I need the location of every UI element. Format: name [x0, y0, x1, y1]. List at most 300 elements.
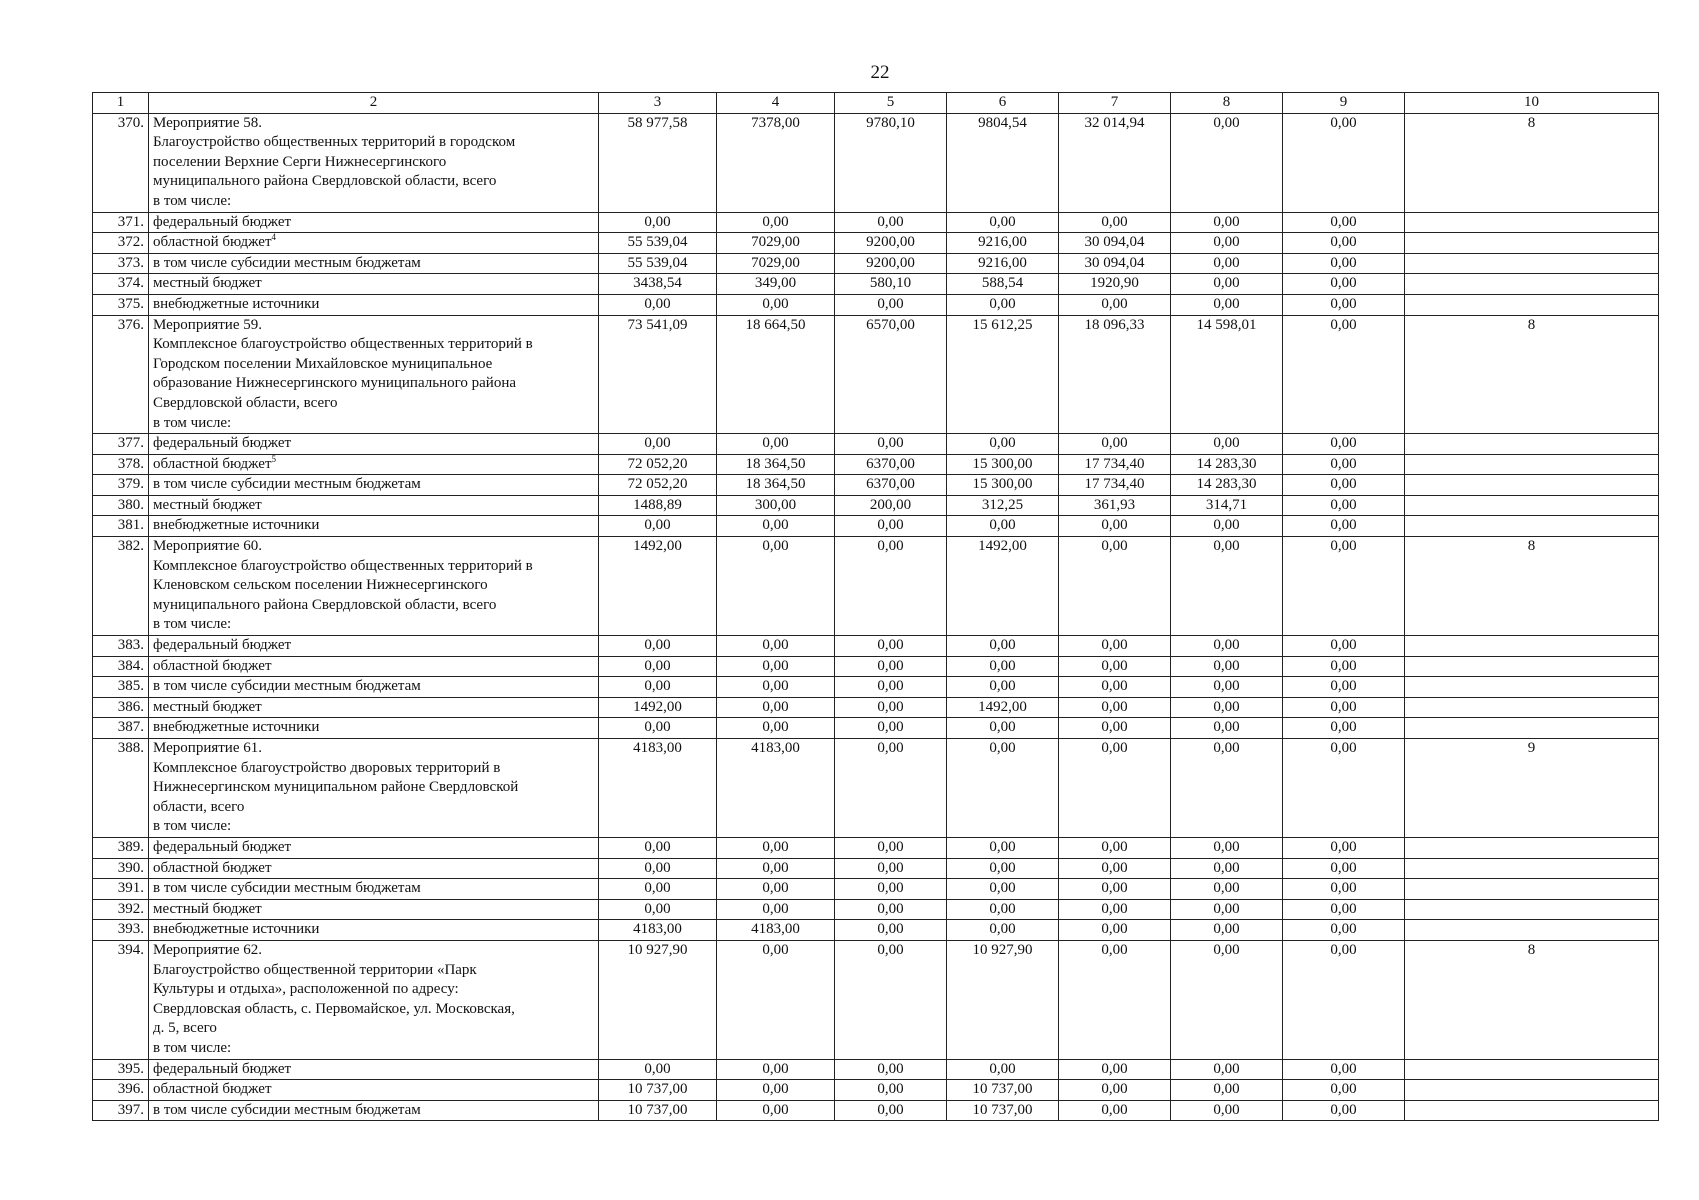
- indicator-ref-cell: 8: [1405, 940, 1659, 1059]
- value-cell: 0,00: [717, 434, 835, 455]
- value-cell: 0,00: [1059, 697, 1171, 718]
- row-description: [149, 718, 599, 739]
- value-cell: 0,00: [1171, 920, 1283, 941]
- value-cell: 580,10: [835, 274, 947, 295]
- description-line: [153, 900, 594, 920]
- indicator-ref-cell: [1405, 274, 1659, 295]
- value-cell: 0,00: [835, 718, 947, 739]
- value-cell: 0,00: [1283, 677, 1405, 698]
- value-cell: 0,00: [1059, 294, 1171, 315]
- row-description: [149, 1100, 599, 1121]
- row-description: [149, 537, 599, 636]
- header-cell: 6: [947, 93, 1059, 114]
- description-line: [153, 1101, 594, 1121]
- description-text: внебюджетные источники: [153, 921, 320, 938]
- indicator-ref-cell: [1405, 879, 1659, 900]
- description-line: [153, 153, 594, 173]
- value-cell: 0,00: [1171, 294, 1283, 315]
- description-line: [153, 879, 594, 899]
- description-line: [153, 961, 594, 981]
- value-cell: 361,93: [1059, 495, 1171, 516]
- value-cell: 0,00: [1283, 537, 1405, 636]
- description-text: области, всего: [153, 798, 245, 815]
- description-text: местный бюджет: [153, 900, 262, 917]
- description-line: [153, 516, 594, 536]
- value-cell: 72 052,20: [599, 454, 717, 475]
- description-line: [153, 475, 594, 495]
- value-cell: 0,00: [1171, 739, 1283, 838]
- indicator-ref-cell: [1405, 636, 1659, 657]
- indicator-ref-cell: [1405, 1059, 1659, 1080]
- value-cell: 0,00: [1283, 858, 1405, 879]
- value-cell: 0,00: [1059, 636, 1171, 657]
- page-number: 22: [870, 62, 890, 83]
- description-line: [153, 1019, 594, 1039]
- value-cell: 0,00: [835, 434, 947, 455]
- row-description: [149, 739, 599, 838]
- row-number: 383.: [93, 636, 149, 657]
- description-line: [153, 1000, 594, 1020]
- row-number: 387.: [93, 718, 149, 739]
- value-cell: 0,00: [947, 879, 1059, 900]
- value-cell: 0,00: [1171, 718, 1283, 739]
- row-number: 386.: [93, 697, 149, 718]
- row-description: [149, 475, 599, 496]
- value-cell: 0,00: [1171, 940, 1283, 1059]
- value-cell: 0,00: [1283, 253, 1405, 274]
- value-cell: 1920,90: [1059, 274, 1171, 295]
- value-cell: 0,00: [599, 434, 717, 455]
- value-cell: 0,00: [1171, 537, 1283, 636]
- value-cell: 0,00: [1171, 1100, 1283, 1121]
- description-text: Свердловская область, с. Первомайское, ул. Московская,: [153, 1000, 515, 1017]
- description-text: внебюджетные источники: [153, 719, 320, 736]
- value-cell: 0,00: [947, 434, 1059, 455]
- value-cell: 0,00: [835, 858, 947, 879]
- value-cell: 18 096,33: [1059, 315, 1171, 434]
- row-description: [149, 879, 599, 900]
- value-cell: 4183,00: [717, 920, 835, 941]
- value-cell: 0,00: [599, 516, 717, 537]
- description-line: [153, 233, 594, 253]
- value-cell: 0,00: [835, 294, 947, 315]
- value-cell: 0,00: [717, 1059, 835, 1080]
- table-row: [93, 495, 1659, 516]
- value-cell: 0,00: [599, 718, 717, 739]
- value-cell: 0,00: [599, 899, 717, 920]
- value-cell: 0,00: [1283, 1080, 1405, 1101]
- value-cell: 0,00: [1283, 920, 1405, 941]
- value-cell: 0,00: [1283, 495, 1405, 516]
- description-line: [153, 941, 594, 961]
- indicator-ref-cell: [1405, 1080, 1659, 1101]
- value-cell: 0,00: [1171, 899, 1283, 920]
- value-cell: 0,00: [947, 837, 1059, 858]
- value-cell: 0,00: [1283, 1100, 1405, 1121]
- description-text: Нижнесергинском муниципальном районе Свердловской: [153, 779, 519, 796]
- value-cell: 9216,00: [947, 253, 1059, 274]
- value-cell: 0,00: [1171, 274, 1283, 295]
- description-text: областной бюджет: [153, 1081, 272, 1098]
- value-cell: 0,00: [1059, 434, 1171, 455]
- value-cell: 0,00: [835, 636, 947, 657]
- row-number: 393.: [93, 920, 149, 941]
- table-row: [93, 113, 1659, 212]
- description-text: Мероприятие 61.: [153, 740, 262, 756]
- row-number: 373.: [93, 253, 149, 274]
- description-text: в том числе:: [153, 192, 232, 209]
- description-text: Свердловской области, всего: [153, 394, 338, 411]
- value-cell: 10 737,00: [947, 1080, 1059, 1101]
- value-cell: 0,00: [1283, 697, 1405, 718]
- table-row: [93, 879, 1659, 900]
- indicator-ref-cell: [1405, 1100, 1659, 1121]
- value-cell: 0,00: [1059, 739, 1171, 838]
- value-cell: 0,00: [947, 899, 1059, 920]
- value-cell: 0,00: [599, 677, 717, 698]
- description-text: в том числе:: [153, 414, 232, 431]
- row-number: 384.: [93, 656, 149, 677]
- indicator-ref-cell: [1405, 454, 1659, 475]
- description-line: [153, 455, 594, 475]
- table-row: [93, 899, 1659, 920]
- description-text: Мероприятие 60.: [153, 538, 262, 555]
- value-cell: 0,00: [717, 677, 835, 698]
- description-line: [153, 759, 594, 779]
- description-text: Кленовском сельском поселении Нижнесергинского: [153, 577, 488, 594]
- value-cell: 0,00: [717, 1080, 835, 1101]
- table-row: [93, 697, 1659, 718]
- value-cell: 0,00: [835, 677, 947, 698]
- value-cell: 1492,00: [599, 697, 717, 718]
- table-row: [93, 294, 1659, 315]
- value-cell: 0,00: [1283, 233, 1405, 254]
- budget-table: [92, 92, 1659, 1121]
- value-cell: 0,00: [1283, 454, 1405, 475]
- description-text: в том числе:: [153, 818, 232, 835]
- description-text: внебюджетные источники: [153, 295, 320, 312]
- indicator-ref-cell: [1405, 677, 1659, 698]
- value-cell: 7378,00: [717, 113, 835, 212]
- value-cell: 0,00: [1283, 113, 1405, 212]
- value-cell: 0,00: [835, 879, 947, 900]
- value-cell: 0,00: [1059, 656, 1171, 677]
- value-cell: 0,00: [1283, 899, 1405, 920]
- description-line: [153, 596, 594, 616]
- footnote-marker: 4: [271, 232, 277, 243]
- value-cell: 0,00: [599, 212, 717, 233]
- header-cell: 1: [93, 93, 149, 114]
- value-cell: 0,00: [835, 739, 947, 838]
- row-description: [149, 294, 599, 315]
- value-cell: 6370,00: [835, 475, 947, 496]
- description-text: областной бюджет: [153, 859, 272, 876]
- value-cell: 0,00: [947, 656, 1059, 677]
- description-line: [153, 798, 594, 818]
- row-number: 397.: [93, 1100, 149, 1121]
- value-cell: 32 014,94: [1059, 113, 1171, 212]
- value-cell: 0,00: [835, 837, 947, 858]
- value-cell: 0,00: [835, 697, 947, 718]
- table-row: [93, 454, 1659, 475]
- description-text: в том числе субсидии местным бюджетам: [153, 678, 421, 695]
- value-cell: 312,25: [947, 495, 1059, 516]
- value-cell: 0,00: [947, 1059, 1059, 1080]
- description-text: Мероприятие 62.: [153, 941, 262, 958]
- value-cell: 0,00: [1283, 294, 1405, 315]
- row-number: 371.: [93, 212, 149, 233]
- table-row: [93, 636, 1659, 657]
- value-cell: 0,00: [835, 516, 947, 537]
- row-number: 378.: [93, 454, 149, 475]
- value-cell: 6370,00: [835, 454, 947, 475]
- header-row: [93, 93, 1659, 114]
- table-row: [93, 516, 1659, 537]
- value-cell: 3438,54: [599, 274, 717, 295]
- description-text: областной бюджет: [153, 234, 272, 251]
- description-text: в том числе субсидии местным бюджетам: [153, 254, 421, 271]
- value-cell: 0,00: [947, 920, 1059, 941]
- value-cell: 7029,00: [717, 233, 835, 254]
- description-line: [153, 1080, 594, 1100]
- row-number: 395.: [93, 1059, 149, 1080]
- value-cell: 0,00: [1059, 837, 1171, 858]
- value-cell: 0,00: [1171, 233, 1283, 254]
- description-line: [153, 1060, 594, 1080]
- row-number: 379.: [93, 475, 149, 496]
- value-cell: 0,00: [717, 1100, 835, 1121]
- description-line: [153, 657, 594, 677]
- value-cell: 0,00: [717, 858, 835, 879]
- row-number: 392.: [93, 899, 149, 920]
- row-description: [149, 636, 599, 657]
- value-cell: 0,00: [717, 656, 835, 677]
- value-cell: 588,54: [947, 274, 1059, 295]
- description-text: в том числе субсидии местным бюджетам: [153, 1101, 421, 1118]
- value-cell: 0,00: [835, 212, 947, 233]
- value-cell: 0,00: [835, 1080, 947, 1101]
- description-line: [153, 677, 594, 697]
- table-body: [93, 93, 1659, 1121]
- value-cell: 0,00: [717, 212, 835, 233]
- indicator-ref-cell: [1405, 475, 1659, 496]
- description-line: [153, 295, 594, 315]
- value-cell: 0,00: [717, 718, 835, 739]
- value-cell: 0,00: [1059, 212, 1171, 233]
- indicator-ref-cell: [1405, 920, 1659, 941]
- indicator-ref-cell: [1405, 718, 1659, 739]
- description-text: областной бюджет: [153, 455, 272, 472]
- table-row: [93, 677, 1659, 698]
- description-text: федеральный бюджет: [153, 838, 292, 855]
- indicator-ref-cell: 8: [1405, 113, 1659, 212]
- value-cell: 55 539,04: [599, 253, 717, 274]
- description-line: [153, 537, 594, 557]
- table-row: [93, 920, 1659, 941]
- header-cell: 9: [1283, 93, 1405, 114]
- value-cell: 0,00: [599, 656, 717, 677]
- value-cell: 0,00: [1171, 656, 1283, 677]
- row-number: 382.: [93, 537, 149, 636]
- row-description: [149, 315, 599, 434]
- table-row: [93, 475, 1659, 496]
- indicator-ref-cell: [1405, 858, 1659, 879]
- table-row: [93, 1080, 1659, 1101]
- value-cell: 6570,00: [835, 315, 947, 434]
- row-number: 372.: [93, 233, 149, 254]
- description-text: федеральный бюджет: [153, 435, 292, 452]
- indicator-ref-cell: [1405, 212, 1659, 233]
- value-cell: 15 300,00: [947, 454, 1059, 475]
- description-text: местный бюджет: [153, 496, 262, 513]
- table-row: [93, 739, 1659, 838]
- value-cell: 30 094,04: [1059, 233, 1171, 254]
- value-cell: 0,00: [717, 516, 835, 537]
- row-number: 391.: [93, 879, 149, 900]
- row-description: [149, 274, 599, 295]
- value-cell: 0,00: [1059, 1100, 1171, 1121]
- value-cell: 18 664,50: [717, 315, 835, 434]
- row-description: [149, 940, 599, 1059]
- table-row: [93, 858, 1659, 879]
- value-cell: 0,00: [1283, 212, 1405, 233]
- description-text: федеральный бюджет: [153, 1060, 292, 1077]
- row-number: 377.: [93, 434, 149, 455]
- description-line: [153, 274, 594, 294]
- value-cell: 0,00: [717, 697, 835, 718]
- description-line: [153, 335, 594, 355]
- value-cell: 58 977,58: [599, 113, 717, 212]
- value-cell: 0,00: [599, 636, 717, 657]
- row-description: [149, 656, 599, 677]
- value-cell: 4183,00: [599, 920, 717, 941]
- value-cell: 0,00: [599, 837, 717, 858]
- row-description: [149, 837, 599, 858]
- description-text: в том числе:: [153, 1039, 232, 1056]
- value-cell: 0,00: [1171, 1059, 1283, 1080]
- row-number: 380.: [93, 495, 149, 516]
- description-text: образование Нижнесергинского муниципального района: [153, 375, 517, 392]
- row-description: [149, 1080, 599, 1101]
- description-line: [153, 557, 594, 577]
- value-cell: 0,00: [1283, 636, 1405, 657]
- value-cell: 0,00: [1171, 677, 1283, 698]
- value-cell: 0,00: [717, 899, 835, 920]
- value-cell: 300,00: [717, 495, 835, 516]
- description-line: [153, 739, 594, 759]
- value-cell: 14 283,30: [1171, 454, 1283, 475]
- value-cell: 18 364,50: [717, 475, 835, 496]
- description-text: областной бюджет: [153, 657, 272, 674]
- description-text: федеральный бюджет: [153, 637, 292, 654]
- value-cell: 9780,10: [835, 113, 947, 212]
- value-cell: 17 734,40: [1059, 454, 1171, 475]
- value-cell: 0,00: [835, 940, 947, 1059]
- value-cell: 0,00: [1059, 1059, 1171, 1080]
- value-cell: 0,00: [1283, 1059, 1405, 1080]
- header-cell: 4: [717, 93, 835, 114]
- description-text: внебюджетные источники: [153, 517, 320, 534]
- value-cell: 0,00: [947, 677, 1059, 698]
- row-number: 394.: [93, 940, 149, 1059]
- value-cell: 0,00: [717, 537, 835, 636]
- value-cell: 17 734,40: [1059, 475, 1171, 496]
- description-text: поселении Верхние Серги Нижнесергинского: [153, 153, 447, 170]
- indicator-ref-cell: [1405, 837, 1659, 858]
- value-cell: 1488,89: [599, 495, 717, 516]
- indicator-ref-cell: [1405, 233, 1659, 254]
- value-cell: 0,00: [1283, 656, 1405, 677]
- description-line: [153, 114, 594, 134]
- value-cell: 0,00: [835, 656, 947, 677]
- value-cell: 10 927,90: [947, 940, 1059, 1059]
- row-number: 370.: [93, 113, 149, 212]
- indicator-ref-cell: 9: [1405, 739, 1659, 838]
- value-cell: 0,00: [1283, 516, 1405, 537]
- description-line: [153, 316, 594, 336]
- value-cell: 1492,00: [947, 537, 1059, 636]
- value-cell: 0,00: [947, 858, 1059, 879]
- row-description: [149, 434, 599, 455]
- row-description: [149, 858, 599, 879]
- value-cell: 0,00: [1283, 879, 1405, 900]
- value-cell: 0,00: [717, 837, 835, 858]
- value-cell: 0,00: [1283, 315, 1405, 434]
- header-cell: 5: [835, 93, 947, 114]
- table-row: [93, 434, 1659, 455]
- description-line: [153, 1039, 594, 1059]
- description-line: [153, 576, 594, 596]
- description-line: [153, 374, 594, 394]
- value-cell: 30 094,04: [1059, 253, 1171, 274]
- value-cell: 10 737,00: [947, 1100, 1059, 1121]
- value-cell: 0,00: [947, 636, 1059, 657]
- value-cell: 349,00: [717, 274, 835, 295]
- description-text: Благоустройство общественной территории «Парк: [153, 961, 477, 978]
- value-cell: 0,00: [599, 1059, 717, 1080]
- value-cell: 0,00: [1283, 837, 1405, 858]
- value-cell: 0,00: [1171, 212, 1283, 233]
- table-row: [93, 940, 1659, 1059]
- table-row: [93, 1100, 1659, 1121]
- indicator-ref-cell: [1405, 253, 1659, 274]
- row-number: 390.: [93, 858, 149, 879]
- description-line: [153, 355, 594, 375]
- description-text: местный бюджет: [153, 275, 262, 292]
- row-description: [149, 454, 599, 475]
- value-cell: 0,00: [947, 516, 1059, 537]
- value-cell: 0,00: [1283, 434, 1405, 455]
- value-cell: 9200,00: [835, 233, 947, 254]
- value-cell: 0,00: [1171, 1080, 1283, 1101]
- value-cell: 0,00: [1059, 879, 1171, 900]
- value-cell: 0,00: [717, 294, 835, 315]
- indicator-ref-cell: [1405, 434, 1659, 455]
- row-description: [149, 677, 599, 698]
- description-line: [153, 192, 594, 212]
- row-description: [149, 495, 599, 516]
- description-line: [153, 434, 594, 454]
- value-cell: 7029,00: [717, 253, 835, 274]
- description-line: [153, 172, 594, 192]
- description-line: [153, 817, 594, 837]
- table-row: [93, 537, 1659, 636]
- value-cell: 9804,54: [947, 113, 1059, 212]
- value-cell: 0,00: [717, 879, 835, 900]
- row-description: [149, 233, 599, 254]
- value-cell: 200,00: [835, 495, 947, 516]
- value-cell: 10 737,00: [599, 1100, 717, 1121]
